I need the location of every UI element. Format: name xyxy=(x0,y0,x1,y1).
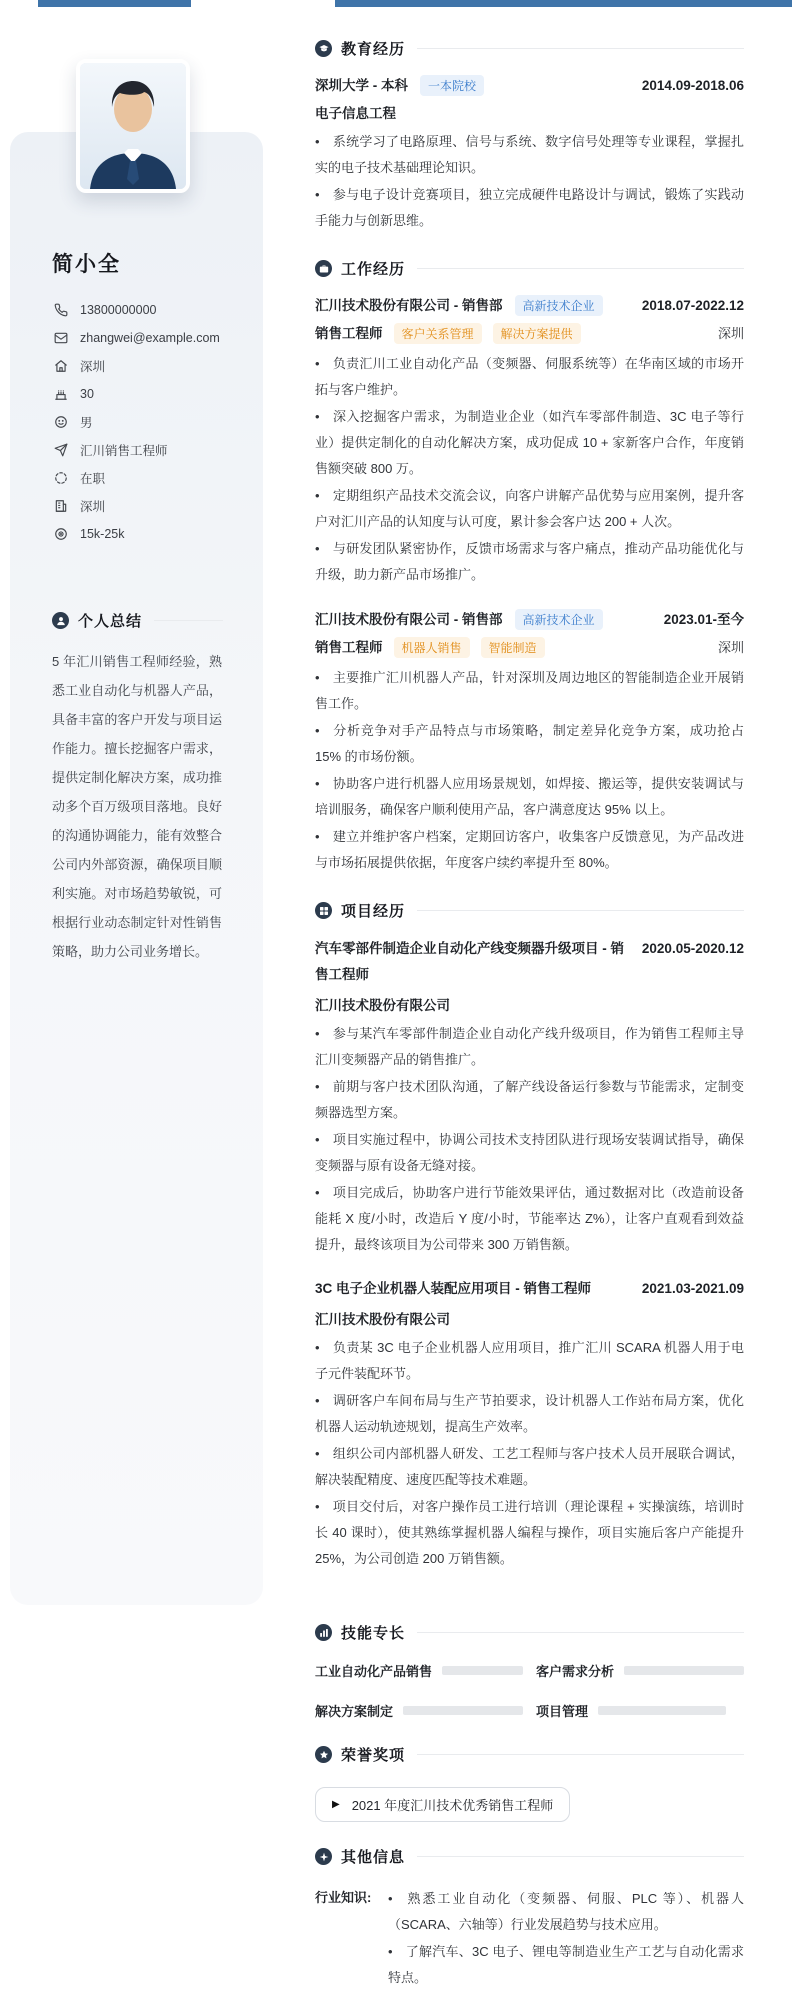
bullet: • 定期组织产品技术交流会议，向客户讲解产品优势与应用案例，提升客户对汇川产品的认知度与认可度，累计参会客户达 200 + 人次。 xyxy=(315,483,744,535)
section-honors xyxy=(315,1744,744,1822)
bullet: • 项目实施过程中，协调公司技术支持团队进行现场安装调试指导，确保变频器与原有设备无缝对接。 xyxy=(315,1127,744,1179)
status-icon xyxy=(54,471,68,485)
job-location: 深圳 xyxy=(717,640,744,655)
section-skills xyxy=(315,1622,744,1720)
job-tag: 机器人销售 xyxy=(394,637,470,658)
other-title: 其他信息 xyxy=(341,1849,406,1866)
company-name: 汇川技术股份有限公司 - 销售部 xyxy=(315,612,503,627)
bullet: • 熟悉工业自动化（变频器、伺服、PLC 等）、机器人（SCARA、六轴等）行业发展趋势与技术应用。 xyxy=(388,1886,744,1938)
contact-job-intention-value: 汇川销售工程师 xyxy=(80,444,168,458)
graduation-cap-icon xyxy=(315,40,332,57)
person-icon xyxy=(52,612,69,629)
job-role: 销售工程师 xyxy=(315,326,383,341)
skill-label: 项目管理 xyxy=(536,1704,589,1719)
other-title-row xyxy=(315,1846,744,1867)
sparkle-icon xyxy=(315,1848,332,1865)
grid-icon xyxy=(315,902,332,919)
bullet: • 组织公司内部机器人研发、工艺工程师与客户技术人员开展联合调试，解决装配精度、速度匹配等技术难题。 xyxy=(315,1441,744,1493)
bullet: • 协助客户进行机器人应用场景规划，如焊接、搬运等，提供安装调试与培训服务，确保客户顺利使用产品，客户满意度达 95% 以上。 xyxy=(315,771,744,823)
briefcase-icon xyxy=(315,260,332,277)
project-bullets xyxy=(315,1335,744,1572)
skill-label: 客户需求分析 xyxy=(536,1664,615,1679)
job-tag: 解决方案提供 xyxy=(493,323,581,344)
bullet: • 项目交付后，对客户操作员工进行培训（理论课程 + 实操演练，培训时长 40 课时），使其熟练掌握机器人编程与操作，项目实施后客户产能提升 25%，为公司创造 200 万销售额。 xyxy=(315,1494,744,1572)
project-head xyxy=(315,936,744,988)
medal-icon xyxy=(315,1746,332,1763)
skill-label: 工业自动化产品销售 xyxy=(315,1664,433,1679)
contact-age-value: 30 xyxy=(80,387,94,401)
job-entry xyxy=(315,608,744,876)
skill-label: 解决方案制定 xyxy=(315,1704,394,1719)
contact-salary xyxy=(54,520,263,548)
home-icon xyxy=(54,359,68,373)
industry-knowledge-bullets xyxy=(388,1885,744,1991)
candidate-name: 简小全 xyxy=(52,253,121,276)
mail-icon xyxy=(54,331,68,345)
divider xyxy=(417,48,744,49)
projects-title-row xyxy=(315,900,744,921)
contact-email-value: zhangwei@example.com xyxy=(80,331,220,345)
section-education xyxy=(315,38,744,234)
contact-work-city xyxy=(54,492,263,520)
gender-icon xyxy=(54,415,68,429)
bullet: • 负责某 3C 电子企业机器人应用项目，推广汇川 SCARA 机器人用于电子元件装配环节。 xyxy=(315,1335,744,1387)
job-company-row xyxy=(315,294,744,316)
salary-icon xyxy=(54,527,68,541)
skill-bar xyxy=(442,1666,523,1675)
bar-chart-icon xyxy=(315,1624,332,1641)
industry-knowledge-row xyxy=(315,1885,744,1991)
section-work xyxy=(315,258,744,876)
honor-text: 2021 年度汇川技术优秀销售工程师 xyxy=(351,1798,554,1813)
bullet: • 系统学习了电路原理、信号与系统、数字信号处理等专业课程，掌握扎实的电子技术基础理论知识。 xyxy=(315,129,744,181)
paper-plane-icon xyxy=(54,443,68,457)
expand-triangle-icon: ▶ xyxy=(332,1799,340,1810)
project-date: 2021.03-2021.09 xyxy=(641,1281,744,1296)
personal-summary: 5 年汇川销售工程师经验，熟悉工业自动化与机器人产品，具备丰富的客户开发与项目运作能力。擅长挖掘客户需求，提供定制化解决方案，成功推动多个百万级项目落地。良好的沟通协调能力，能有效整合公司内外部资源，确保项目顺利实施。对市场趋势敏锐，可根据行业动态制定针对性销售策略，助力公司业务增长。 xyxy=(52,654,222,959)
section-other xyxy=(315,1846,744,1991)
education-title: 教育经历 xyxy=(341,41,406,58)
skill-bar xyxy=(403,1706,523,1715)
education-date: 2014.09-2018.06 xyxy=(641,78,744,93)
major: 电子信息工程 xyxy=(315,106,396,121)
bullet: • 参与某汽车零部件制造企业自动化产线升级项目，作为销售工程师主导汇川变频器产品的销售推广。 xyxy=(315,1021,744,1073)
divider xyxy=(417,1632,744,1633)
company-name: 汇川技术股份有限公司 - 销售部 xyxy=(315,298,503,313)
contact-city-value: 深圳 xyxy=(80,360,106,374)
project-date: 2020.05-2020.12 xyxy=(641,941,744,956)
honor-item[interactable] xyxy=(315,1787,570,1822)
bullet: • 与研发团队紧密协作，反馈市场需求与客户痛点，推动产品功能优化与升级，助力新产品市场推广。 xyxy=(315,536,744,588)
bullet: • 主要推广汇川机器人产品，针对深圳及周边地区的智能制造企业开展销售工作。 xyxy=(315,665,744,717)
job-role-row xyxy=(315,636,744,658)
accent-bar-right xyxy=(335,0,792,7)
skill-bar xyxy=(624,1666,744,1675)
divider xyxy=(417,910,744,911)
phone-icon xyxy=(54,303,68,317)
contact-salary-value: 15k-25k xyxy=(80,527,125,541)
building-icon xyxy=(54,499,68,513)
job-location: 深圳 xyxy=(717,326,744,341)
job-company-row xyxy=(315,608,744,630)
industry-knowledge-label: 行业知识: xyxy=(315,1890,372,1905)
project-company: 汇川技术股份有限公司 xyxy=(315,998,450,1013)
education-bullets xyxy=(315,129,744,234)
job-date: 2023.01-至今 xyxy=(663,612,744,627)
bullet: • 调研客户车间布局与生产节拍要求，设计机器人工作站布局方案，优化机器人运动轨迹规划，提高生产效率。 xyxy=(315,1388,744,1440)
company-badge: 高新技术企业 xyxy=(515,295,603,316)
divider xyxy=(154,620,223,621)
skill-bar xyxy=(598,1706,726,1715)
project-name: 汽车零部件制造企业自动化产线变频器升级项目 - 销售工程师 xyxy=(315,941,624,982)
skill-item xyxy=(315,1661,523,1680)
school-name: 深圳大学 - 本科 xyxy=(315,78,408,93)
age-icon xyxy=(54,387,68,401)
skill-item xyxy=(315,1701,523,1720)
divider xyxy=(417,268,744,269)
skills-title-row xyxy=(315,1622,744,1643)
projects-title: 项目经历 xyxy=(341,903,406,920)
contact-phone-value: 13800000000 xyxy=(80,303,157,317)
bullet: • 前期与客户技术团队沟通，了解产线设备运行参数与节能需求，定制变频器选型方案。 xyxy=(315,1074,744,1126)
honors-title-row xyxy=(315,1744,744,1765)
skills-title: 技能专长 xyxy=(341,1625,406,1642)
job-bullets xyxy=(315,351,744,588)
contact-age xyxy=(54,380,263,408)
contact-phone xyxy=(54,296,263,324)
project-company: 汇川技术股份有限公司 xyxy=(315,1312,450,1327)
resume-main xyxy=(315,38,744,1991)
job-date: 2018.07-2022.12 xyxy=(641,298,744,313)
divider xyxy=(417,1754,744,1755)
skill-item xyxy=(536,1701,744,1720)
project-name: 3C 电子企业机器人装配应用项目 - 销售工程师 xyxy=(315,1281,592,1296)
bullet: • 分析竞争对手产品特点与市场策略，制定差异化竞争方案，成功抢占 15% 的市场份额。 xyxy=(315,718,744,770)
work-title-row xyxy=(315,258,744,279)
contact-email xyxy=(54,324,263,352)
job-role: 销售工程师 xyxy=(315,640,383,655)
job-role-row xyxy=(315,322,744,344)
contact-city xyxy=(54,352,263,380)
avatar xyxy=(76,59,190,193)
project-entry xyxy=(315,1276,744,1572)
divider xyxy=(417,1856,744,1857)
contact-gender-value: 男 xyxy=(80,416,93,430)
contact-status-value: 在职 xyxy=(80,472,106,486)
job-tag: 客户关系管理 xyxy=(394,323,482,344)
profile-sidebar xyxy=(10,132,263,1605)
bullet: • 深入挖掘客户需求，为制造业企业（如汽车零部件制造、3C 电子等行业）提供定制化的自动化解决方案，成功促成 10 + 家新客户合作，年度销售额突破 800 万。 xyxy=(315,404,744,482)
job-entry xyxy=(315,294,744,588)
skill-item xyxy=(536,1661,744,1680)
summary-section-title xyxy=(52,610,223,631)
honors-title: 荣誉奖项 xyxy=(341,1747,406,1764)
project-entry xyxy=(315,936,744,1258)
bullet: • 了解汽车、3C 电子、锂电等制造业生产工艺与自动化需求特点。 xyxy=(388,1939,744,1991)
accent-bar-left xyxy=(38,0,191,7)
company-badge: 高新技术企业 xyxy=(515,609,603,630)
job-tag: 智能制造 xyxy=(481,637,545,658)
summary-title-text: 个人总结 xyxy=(78,613,143,630)
contact-list xyxy=(54,296,263,548)
education-head xyxy=(315,74,744,96)
bullet: • 参与电子设计竞赛项目，独立完成硬件电路设计与调试，锻炼了实践动手能力与创新思维。 xyxy=(315,182,744,234)
section-projects xyxy=(315,900,744,1572)
school-badge: 一本院校 xyxy=(420,75,484,96)
contact-work-city-value: 深圳 xyxy=(80,500,106,514)
job-bullets xyxy=(315,665,744,876)
work-title: 工作经历 xyxy=(341,261,406,278)
skill-grid xyxy=(315,1661,744,1720)
contact-job-intention xyxy=(54,436,263,464)
contact-status xyxy=(54,464,263,492)
project-head xyxy=(315,1276,744,1302)
project-bullets xyxy=(315,1021,744,1258)
bullet: • 负责汇川工业自动化产品（变频器、伺服系统等）在华南区域的市场开拓与客户维护。 xyxy=(315,351,744,403)
bullet: • 建立并维护客户档案，定期回访客户，收集客户反馈意见，为产品改进与市场拓展提供依据，年度客户续约率提升至 80%。 xyxy=(315,824,744,876)
bullet: • 项目完成后，协助客户进行节能效果评估，通过数据对比（改造前设备能耗 X 度/小时，改造后 Y 度/小时，节能率达 Z%），让客户直观看到效益提升，最终该项目为公司带来 300 万销售额。 xyxy=(315,1180,744,1258)
contact-gender xyxy=(54,408,263,436)
education-title-row xyxy=(315,38,744,59)
